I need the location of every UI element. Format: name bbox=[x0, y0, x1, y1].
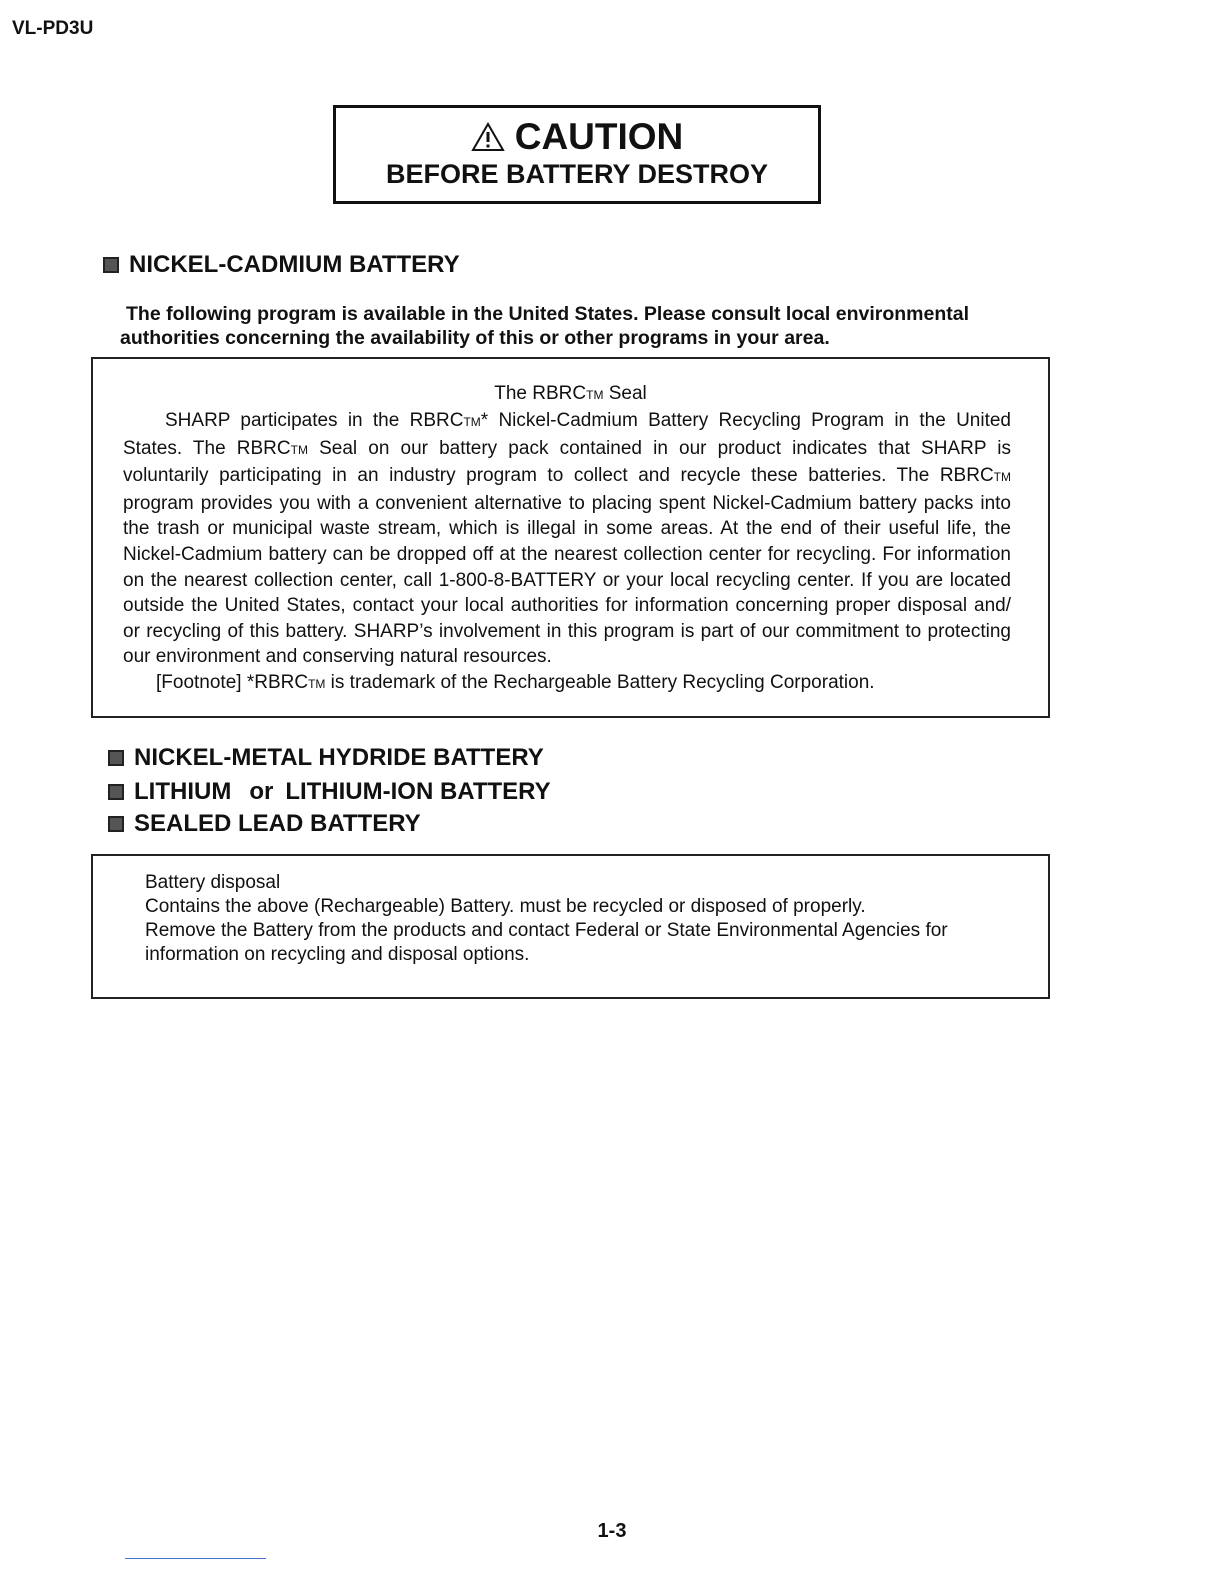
notice-line-1: The following program is available in the United States. Please consult local environmental bbox=[126, 303, 970, 325]
heading-sealed-lead bbox=[108, 810, 421, 838]
heading-text: SEALED LEAD BATTERY bbox=[134, 810, 421, 837]
heading-text: NICKEL-CADMIUM BATTERY bbox=[129, 251, 460, 278]
model-number: VL-PD3U bbox=[12, 18, 94, 39]
heading-lithium bbox=[108, 778, 551, 806]
rbrc-footnote: [Footnote] *RBRCTM is trademark of the Rechargeable Battery Recycling Corporation. bbox=[156, 671, 875, 693]
footer-rule bbox=[125, 1558, 266, 1559]
warning-triangle-icon bbox=[471, 122, 505, 152]
heading-text-lithium: LITHIUM bbox=[134, 778, 232, 805]
page-number: 1-3 bbox=[597, 1520, 627, 1542]
disposal-line: information on recycling and disposal options. bbox=[145, 944, 530, 965]
disposal-line: Contains the above (Rechargeable) Battery. must be recycled or disposed of properly. bbox=[145, 896, 866, 917]
square-bullet-icon bbox=[108, 750, 124, 766]
disposal-line: Battery disposal bbox=[145, 872, 281, 893]
heading-nickel-metal-hydride bbox=[108, 744, 544, 772]
heading-nickel-cadmium bbox=[103, 251, 460, 279]
notice-line-2: authorities concerning the availability of this or other programs in your area. bbox=[120, 327, 830, 349]
caution-box bbox=[333, 105, 821, 204]
battery-disposal-box bbox=[91, 854, 1050, 999]
heading-text-or: or bbox=[249, 778, 274, 805]
heading-text: NICKEL-METAL HYDRIDE BATTERY bbox=[134, 744, 544, 771]
square-bullet-icon bbox=[108, 784, 124, 800]
heading-text-lithium-ion: LITHIUM-ION BATTERY bbox=[285, 778, 551, 805]
rbrc-text bbox=[123, 408, 1011, 698]
availability-notice bbox=[120, 302, 1020, 350]
rbrc-paragraph: SHARP participates in the RBRCTM* Nickel-Cadmium Battery Recycling Program in the United States. The RBRCTM Seal on our battery pack contained in our product indicates that SHARP is voluntarily participating in an industry program to collect and recycle these batteries. The RBRCTM program provides you with a convenient alternative to placing spent Nickel-Cadmium battery packs into the trash or municipal waste stream, which is illegal in some areas. At the end of their useful life, the Nickel-Cadmium battery can be dropped off at the nearest collection center for recycling. For information on the nearest collection center, call 1-800-8-BATTERY or your local recycling center. If you are located outside the United States, contact your local authorities for information concerning proper disposal and/ or recycling of this battery. SHARP’s involvement in this program is part of our commitment to protecting our environment and conserving natural resources. bbox=[123, 410, 1012, 668]
disposal-line: Remove the Battery from the products and contact Federal or State Environmental Agencies for bbox=[145, 920, 948, 941]
square-bullet-icon bbox=[108, 816, 124, 832]
caution-subtitle: BEFORE BATTERY DESTROY bbox=[385, 159, 769, 189]
disposal-text bbox=[145, 871, 1025, 967]
caution-title-text: CAUTION bbox=[514, 116, 684, 157]
square-bullet-icon bbox=[103, 257, 119, 273]
seal-title: The RBRCTM Seal bbox=[494, 383, 647, 404]
rbrc-seal-box bbox=[91, 357, 1050, 718]
caution-title bbox=[336, 116, 818, 158]
